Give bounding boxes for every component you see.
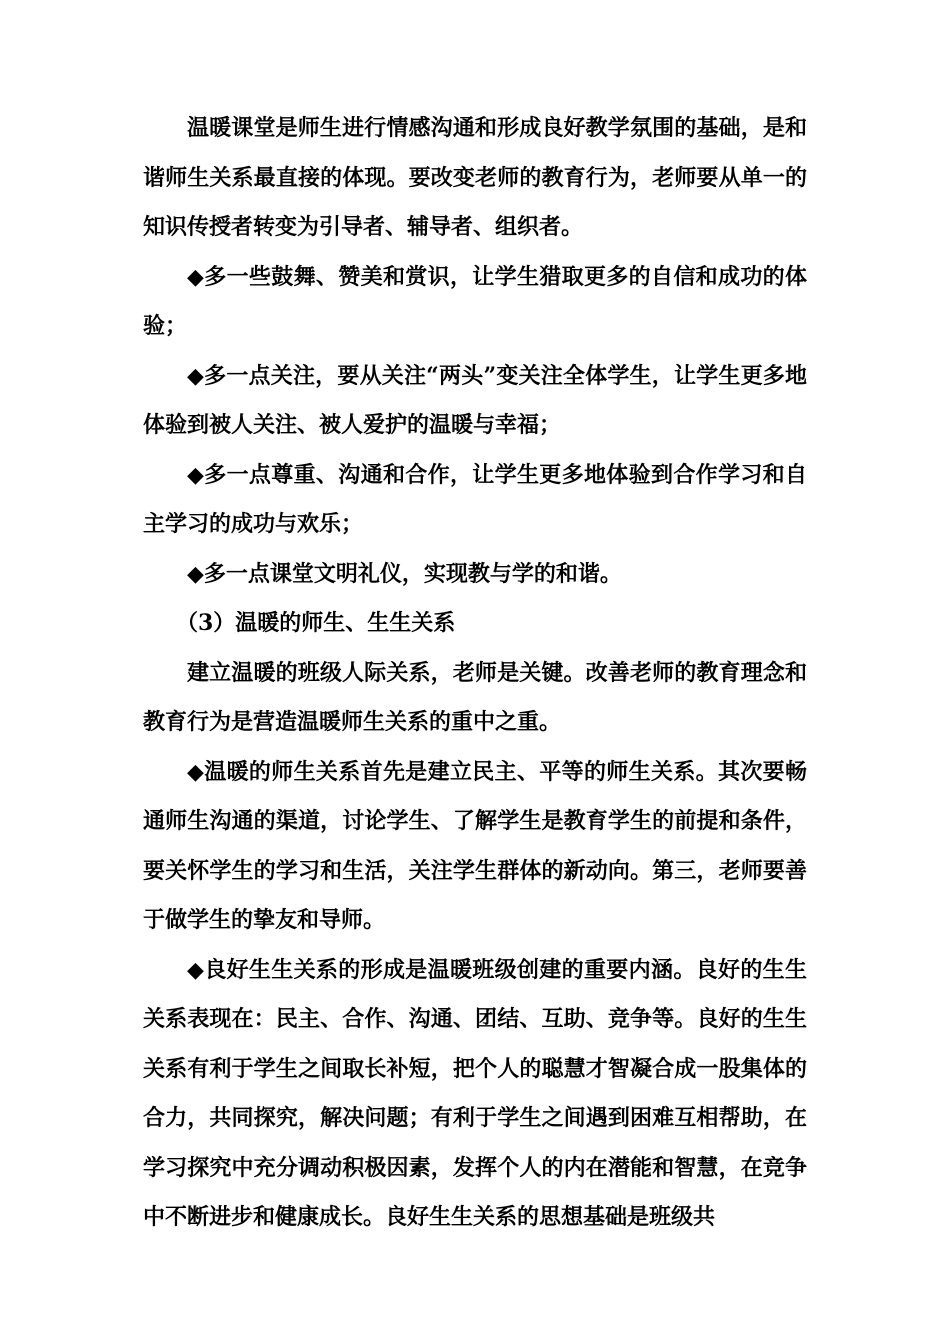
bullet-classroom-etiquette: ◆多一点课堂文明礼仪，实现教与学的和谐。 [187, 560, 622, 587]
bullet-student-student-relations: ◆良好生生关系的形成是温暖班级创建的重要内涵。良好的生生关系表现在：民主、合作、沟通、团结、互助、竞争等。良好的生生关系有利于学生之间取长补短，把个人的聪慧才智凝合成一股集体的合力，共同探究，解决问题；有利于学生之间遇到困难互相帮助，在学习探究中充分调动积极因素，发挥个人的内在潜能和智慧，在竞争中不断进步和健康成长。良好生生关系的思想基础是班级共 [143, 956, 807, 1230]
document-body [143, 104, 807, 1243]
paragraph-warm-classroom: 温暖课堂是师生进行情感沟通和形成良好教学氛围的基础，是和谐师生关系最直接的体现。要改变老师的教育行为，老师要从单一的知识传授者转变为引导者、辅导者、组织者。 [143, 115, 807, 240]
bullet-encouragement: ◆多一些鼓舞、赞美和赏识，让学生猎取更多的自信和成功的体验； [143, 263, 807, 339]
bullet-attention: ◆多一点关注，要从关注“两头”变关注全体学生，让学生更多地体验到被人关注、被人爱护的温暖与幸福； [143, 362, 807, 438]
bullet-respect-cooperation: ◆多一点尊重、沟通和合作，让学生更多地体验到合作学习和自主学习的成功与欢乐； [143, 461, 807, 537]
section-heading: （3）温暖的师生、生生关系 [176, 610, 456, 636]
bullet-teacher-student-relations: ◆温暖的师生关系首先是建立民主、平等的师生关系。其次要畅通师生沟通的渠道，讨论学生、了解学生是教育学生的前提和条件，要关怀学生的学习和生活，关注学生群体的新动向。第三，老师要善于做学生的挚友和导师。 [143, 758, 807, 933]
paragraph-class-relations: 建立温暖的班级人际关系，老师是关键。改善老师的教育理念和教育行为是营造温暖师生关系的重中之重。 [143, 659, 807, 735]
